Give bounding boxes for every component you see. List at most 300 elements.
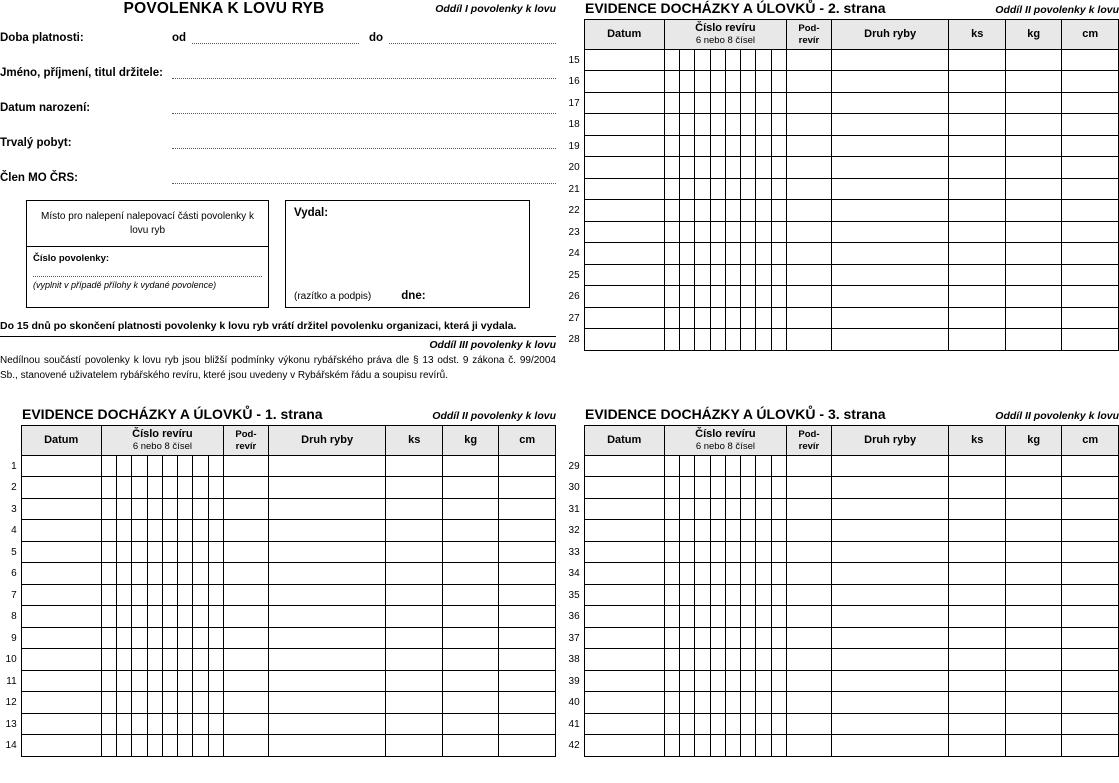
cell-cm[interactable]	[1062, 157, 1119, 179]
cell-revir-1[interactable]	[664, 71, 679, 93]
cell-date[interactable]	[584, 563, 664, 585]
cell-kg[interactable]	[442, 692, 498, 714]
cell-cm[interactable]	[1062, 477, 1119, 499]
cell-revir-4[interactable]	[710, 563, 725, 585]
cell-fish[interactable]	[268, 692, 386, 714]
cell-revir-5[interactable]	[162, 627, 177, 649]
cell-revir-5[interactable]	[725, 692, 740, 714]
cell-revir-1[interactable]	[664, 286, 679, 308]
cell-ks[interactable]	[949, 178, 1005, 200]
cell-cm[interactable]	[499, 713, 556, 735]
cell-revir-5[interactable]	[162, 498, 177, 520]
cell-ks[interactable]	[949, 329, 1005, 351]
cell-podrevir[interactable]	[787, 71, 832, 93]
cell-kg[interactable]	[1005, 49, 1061, 71]
table-row[interactable]	[0, 563, 556, 585]
cell-revir-7[interactable]	[193, 477, 208, 499]
cell-fish[interactable]	[268, 713, 386, 735]
cell-ks[interactable]	[949, 477, 1005, 499]
cell-revir-3[interactable]	[695, 713, 710, 735]
cell-revir-1[interactable]	[664, 243, 679, 265]
table-row[interactable]	[563, 477, 1119, 499]
cell-cm[interactable]	[1062, 200, 1119, 222]
cell-revir-7[interactable]	[193, 692, 208, 714]
cell-revir-7[interactable]	[756, 221, 771, 243]
cell-cm[interactable]	[1062, 584, 1119, 606]
cell-cm[interactable]	[499, 649, 556, 671]
cell-podrevir[interactable]	[787, 243, 832, 265]
cell-revir-6[interactable]	[741, 221, 756, 243]
cell-date[interactable]	[21, 670, 101, 692]
cell-fish[interactable]	[831, 713, 949, 735]
cell-revir-2[interactable]	[679, 692, 694, 714]
cell-revir-5[interactable]	[162, 477, 177, 499]
cell-podrevir[interactable]	[787, 200, 832, 222]
cell-kg[interactable]	[1005, 286, 1061, 308]
table-row[interactable]	[0, 735, 556, 757]
cell-podrevir[interactable]	[224, 541, 269, 563]
cell-cm[interactable]	[499, 477, 556, 499]
cell-revir-3[interactable]	[695, 286, 710, 308]
cell-revir-4[interactable]	[710, 477, 725, 499]
cell-revir-3[interactable]	[132, 498, 147, 520]
cell-revir-6[interactable]	[741, 114, 756, 136]
cell-revir-2[interactable]	[116, 627, 131, 649]
cell-fish[interactable]	[831, 541, 949, 563]
cell-revir-6[interactable]	[178, 670, 193, 692]
cell-revir-1[interactable]	[664, 455, 679, 477]
cell-fish[interactable]	[268, 563, 386, 585]
cell-revir-3[interactable]	[132, 477, 147, 499]
cell-revir-2[interactable]	[116, 606, 131, 628]
cell-revir-3[interactable]	[695, 477, 710, 499]
cell-kg[interactable]	[1005, 563, 1061, 585]
cell-ks[interactable]	[949, 520, 1005, 542]
cell-revir-5[interactable]	[725, 498, 740, 520]
table-row[interactable]	[0, 606, 556, 628]
cell-revir-8[interactable]	[771, 649, 786, 671]
cell-revir-5[interactable]	[725, 135, 740, 157]
cell-revir-7[interactable]	[193, 541, 208, 563]
cell-revir-6[interactable]	[741, 584, 756, 606]
cell-date[interactable]	[584, 692, 664, 714]
cell-cm[interactable]	[1062, 713, 1119, 735]
cell-revir-7[interactable]	[193, 606, 208, 628]
cell-ks[interactable]	[949, 649, 1005, 671]
cell-ks[interactable]	[949, 264, 1005, 286]
cell-fish[interactable]	[831, 157, 949, 179]
cell-revir-3[interactable]	[695, 563, 710, 585]
cell-revir-1[interactable]	[664, 735, 679, 757]
cell-revir-8[interactable]	[208, 606, 223, 628]
cell-revir-4[interactable]	[710, 92, 725, 114]
field-address-input[interactable]	[172, 136, 556, 149]
cell-kg[interactable]	[442, 498, 498, 520]
cell-revir-8[interactable]	[208, 455, 223, 477]
cell-kg[interactable]	[1005, 157, 1061, 179]
cell-revir-3[interactable]	[132, 670, 147, 692]
cell-revir-5[interactable]	[725, 264, 740, 286]
cell-revir-8[interactable]	[208, 692, 223, 714]
cell-revir-1[interactable]	[664, 329, 679, 351]
cell-ks[interactable]	[386, 498, 442, 520]
cell-revir-1[interactable]	[101, 670, 116, 692]
cell-kg[interactable]	[1005, 735, 1061, 757]
cell-ks[interactable]	[949, 606, 1005, 628]
cell-cm[interactable]	[499, 606, 556, 628]
cell-revir-2[interactable]	[679, 200, 694, 222]
cell-ks[interactable]	[386, 692, 442, 714]
cell-revir-5[interactable]	[162, 455, 177, 477]
cell-revir-1[interactable]	[664, 627, 679, 649]
cell-date[interactable]	[21, 692, 101, 714]
cell-revir-1[interactable]	[101, 692, 116, 714]
cell-date[interactable]	[584, 178, 664, 200]
cell-revir-7[interactable]	[756, 455, 771, 477]
cell-fish[interactable]	[831, 455, 949, 477]
cell-revir-3[interactable]	[132, 649, 147, 671]
cell-podrevir[interactable]	[787, 477, 832, 499]
cell-fish[interactable]	[831, 243, 949, 265]
cell-revir-2[interactable]	[679, 520, 694, 542]
cell-revir-2[interactable]	[679, 264, 694, 286]
table-row[interactable]	[563, 264, 1119, 286]
cell-revir-2[interactable]	[679, 584, 694, 606]
cell-revir-7[interactable]	[756, 563, 771, 585]
cell-revir-2[interactable]	[679, 135, 694, 157]
cell-revir-4[interactable]	[710, 71, 725, 93]
cell-revir-7[interactable]	[756, 157, 771, 179]
cell-revir-3[interactable]	[695, 735, 710, 757]
cell-revir-4[interactable]	[710, 243, 725, 265]
cell-revir-3[interactable]	[132, 520, 147, 542]
cell-revir-4[interactable]	[147, 584, 162, 606]
cell-fish[interactable]	[831, 692, 949, 714]
cell-cm[interactable]	[1062, 627, 1119, 649]
cell-cm[interactable]	[1062, 114, 1119, 136]
cell-date[interactable]	[584, 584, 664, 606]
cell-fish[interactable]	[831, 307, 949, 329]
cell-date[interactable]	[584, 243, 664, 265]
cell-kg[interactable]	[442, 606, 498, 628]
table-row[interactable]	[563, 307, 1119, 329]
table-row[interactable]	[563, 157, 1119, 179]
cell-revir-8[interactable]	[771, 200, 786, 222]
cell-revir-8[interactable]	[208, 627, 223, 649]
cell-revir-4[interactable]	[710, 692, 725, 714]
cell-revir-5[interactable]	[162, 735, 177, 757]
cell-date[interactable]	[584, 49, 664, 71]
cell-revir-7[interactable]	[756, 243, 771, 265]
cell-revir-5[interactable]	[725, 49, 740, 71]
cell-date[interactable]	[584, 735, 664, 757]
cell-ks[interactable]	[949, 735, 1005, 757]
cell-revir-1[interactable]	[664, 692, 679, 714]
cell-revir-8[interactable]	[208, 520, 223, 542]
cell-podrevir[interactable]	[787, 692, 832, 714]
cell-revir-7[interactable]	[756, 286, 771, 308]
cell-revir-3[interactable]	[695, 264, 710, 286]
cell-revir-6[interactable]	[178, 520, 193, 542]
cell-revir-8[interactable]	[771, 735, 786, 757]
cell-cm[interactable]	[1062, 49, 1119, 71]
cell-date[interactable]	[584, 477, 664, 499]
cell-revir-5[interactable]	[725, 455, 740, 477]
cell-ks[interactable]	[949, 135, 1005, 157]
cell-fish[interactable]	[831, 670, 949, 692]
cell-podrevir[interactable]	[224, 692, 269, 714]
cell-fish[interactable]	[831, 71, 949, 93]
cell-kg[interactable]	[1005, 307, 1061, 329]
cell-revir-2[interactable]	[116, 713, 131, 735]
cell-ks[interactable]	[949, 243, 1005, 265]
cell-cm[interactable]	[1062, 520, 1119, 542]
cell-podrevir[interactable]	[787, 286, 832, 308]
cell-revir-2[interactable]	[116, 649, 131, 671]
cell-fish[interactable]	[831, 135, 949, 157]
cell-kg[interactable]	[1005, 649, 1061, 671]
cell-revir-7[interactable]	[756, 627, 771, 649]
cell-revir-6[interactable]	[178, 627, 193, 649]
cell-podrevir[interactable]	[224, 498, 269, 520]
cell-revir-2[interactable]	[679, 221, 694, 243]
permit-number-input[interactable]	[33, 265, 262, 277]
cell-revir-5[interactable]	[725, 713, 740, 735]
table-row[interactable]	[563, 71, 1119, 93]
cell-revir-5[interactable]	[725, 92, 740, 114]
cell-cm[interactable]	[1062, 264, 1119, 286]
cell-cm[interactable]	[1062, 670, 1119, 692]
cell-cm[interactable]	[1062, 329, 1119, 351]
cell-revir-8[interactable]	[771, 135, 786, 157]
cell-fish[interactable]	[831, 200, 949, 222]
cell-cm[interactable]	[499, 455, 556, 477]
cell-revir-6[interactable]	[741, 627, 756, 649]
cell-fish[interactable]	[268, 735, 386, 757]
cell-cm[interactable]	[1062, 221, 1119, 243]
table-row[interactable]	[563, 178, 1119, 200]
cell-ks[interactable]	[949, 692, 1005, 714]
cell-date[interactable]	[584, 606, 664, 628]
cell-podrevir[interactable]	[787, 49, 832, 71]
cell-ks[interactable]	[949, 286, 1005, 308]
table-row[interactable]	[563, 606, 1119, 628]
cell-kg[interactable]	[1005, 71, 1061, 93]
cell-podrevir[interactable]	[787, 455, 832, 477]
cell-kg[interactable]	[1005, 606, 1061, 628]
cell-revir-2[interactable]	[679, 178, 694, 200]
cell-revir-1[interactable]	[664, 114, 679, 136]
cell-revir-3[interactable]	[132, 563, 147, 585]
cell-revir-4[interactable]	[147, 692, 162, 714]
cell-revir-7[interactable]	[193, 649, 208, 671]
cell-ks[interactable]	[949, 157, 1005, 179]
cell-revir-7[interactable]	[756, 606, 771, 628]
cell-podrevir[interactable]	[787, 584, 832, 606]
cell-ks[interactable]	[386, 455, 442, 477]
cell-revir-4[interactable]	[147, 477, 162, 499]
cell-revir-1[interactable]	[101, 498, 116, 520]
cell-revir-4[interactable]	[147, 520, 162, 542]
cell-fish[interactable]	[831, 264, 949, 286]
cell-revir-6[interactable]	[741, 49, 756, 71]
cell-kg[interactable]	[442, 584, 498, 606]
cell-kg[interactable]	[1005, 329, 1061, 351]
cell-revir-7[interactable]	[193, 520, 208, 542]
cell-revir-5[interactable]	[725, 735, 740, 757]
cell-podrevir[interactable]	[787, 178, 832, 200]
cell-revir-5[interactable]	[725, 221, 740, 243]
cell-revir-4[interactable]	[147, 627, 162, 649]
cell-date[interactable]	[584, 286, 664, 308]
cell-podrevir[interactable]	[787, 92, 832, 114]
cell-ks[interactable]	[949, 92, 1005, 114]
cell-date[interactable]	[584, 329, 664, 351]
cell-date[interactable]	[584, 200, 664, 222]
cell-revir-6[interactable]	[741, 71, 756, 93]
cell-kg[interactable]	[1005, 541, 1061, 563]
cell-revir-4[interactable]	[710, 735, 725, 757]
cell-revir-5[interactable]	[725, 584, 740, 606]
cell-revir-5[interactable]	[725, 307, 740, 329]
cell-cm[interactable]	[1062, 692, 1119, 714]
cell-revir-5[interactable]	[725, 114, 740, 136]
cell-revir-6[interactable]	[741, 649, 756, 671]
cell-revir-4[interactable]	[710, 627, 725, 649]
cell-date[interactable]	[21, 563, 101, 585]
cell-ks[interactable]	[386, 735, 442, 757]
cell-revir-7[interactable]	[193, 627, 208, 649]
cell-revir-3[interactable]	[695, 49, 710, 71]
cell-revir-8[interactable]	[771, 692, 786, 714]
cell-fish[interactable]	[831, 735, 949, 757]
cell-ks[interactable]	[949, 200, 1005, 222]
cell-cm[interactable]	[1062, 243, 1119, 265]
cell-revir-3[interactable]	[132, 455, 147, 477]
cell-revir-3[interactable]	[695, 498, 710, 520]
cell-ks[interactable]	[386, 670, 442, 692]
table-row[interactable]	[563, 563, 1119, 585]
cell-podrevir[interactable]	[224, 713, 269, 735]
cell-revir-6[interactable]	[741, 735, 756, 757]
table-row[interactable]	[0, 670, 556, 692]
cell-revir-2[interactable]	[679, 114, 694, 136]
cell-date[interactable]	[584, 157, 664, 179]
cell-revir-1[interactable]	[664, 584, 679, 606]
cell-fish[interactable]	[831, 477, 949, 499]
cell-revir-1[interactable]	[664, 92, 679, 114]
cell-ks[interactable]	[949, 221, 1005, 243]
cell-revir-1[interactable]	[101, 584, 116, 606]
cell-revir-7[interactable]	[756, 477, 771, 499]
cell-revir-1[interactable]	[664, 477, 679, 499]
cell-date[interactable]	[584, 71, 664, 93]
cell-date[interactable]	[21, 541, 101, 563]
cell-ks[interactable]	[949, 114, 1005, 136]
cell-revir-2[interactable]	[116, 692, 131, 714]
cell-cm[interactable]	[499, 563, 556, 585]
cell-revir-8[interactable]	[771, 221, 786, 243]
cell-revir-8[interactable]	[771, 92, 786, 114]
cell-cm[interactable]	[1062, 735, 1119, 757]
cell-ks[interactable]	[386, 563, 442, 585]
cell-podrevir[interactable]	[224, 584, 269, 606]
cell-revir-8[interactable]	[208, 670, 223, 692]
cell-revir-4[interactable]	[710, 178, 725, 200]
cell-revir-4[interactable]	[710, 670, 725, 692]
cell-revir-2[interactable]	[679, 477, 694, 499]
cell-fish[interactable]	[268, 584, 386, 606]
table-row[interactable]	[0, 584, 556, 606]
cell-revir-8[interactable]	[771, 477, 786, 499]
cell-revir-3[interactable]	[695, 329, 710, 351]
cell-revir-6[interactable]	[178, 735, 193, 757]
cell-kg[interactable]	[442, 541, 498, 563]
cell-fish[interactable]	[268, 477, 386, 499]
table-row[interactable]	[0, 627, 556, 649]
cell-revir-6[interactable]	[741, 329, 756, 351]
cell-revir-1[interactable]	[664, 264, 679, 286]
table-row[interactable]	[563, 221, 1119, 243]
cell-ks[interactable]	[386, 520, 442, 542]
cell-revir-5[interactable]	[162, 649, 177, 671]
cell-cm[interactable]	[499, 584, 556, 606]
table-row[interactable]	[563, 329, 1119, 351]
cell-revir-1[interactable]	[664, 157, 679, 179]
cell-revir-4[interactable]	[710, 157, 725, 179]
cell-revir-4[interactable]	[710, 329, 725, 351]
cell-fish[interactable]	[831, 520, 949, 542]
cell-revir-4[interactable]	[147, 563, 162, 585]
cell-cm[interactable]	[1062, 541, 1119, 563]
cell-revir-5[interactable]	[725, 649, 740, 671]
table-row[interactable]	[563, 498, 1119, 520]
cell-revir-4[interactable]	[147, 541, 162, 563]
cell-kg[interactable]	[1005, 200, 1061, 222]
table-row[interactable]	[0, 520, 556, 542]
cell-revir-3[interactable]	[695, 221, 710, 243]
cell-revir-8[interactable]	[208, 649, 223, 671]
cell-date[interactable]	[21, 735, 101, 757]
cell-revir-7[interactable]	[193, 713, 208, 735]
cell-revir-5[interactable]	[725, 627, 740, 649]
cell-revir-1[interactable]	[101, 477, 116, 499]
cell-revir-4[interactable]	[710, 649, 725, 671]
cell-revir-5[interactable]	[162, 584, 177, 606]
cell-revir-7[interactable]	[193, 670, 208, 692]
cell-revir-6[interactable]	[741, 307, 756, 329]
table-row[interactable]	[0, 541, 556, 563]
cell-revir-1[interactable]	[101, 606, 116, 628]
cell-revir-8[interactable]	[771, 498, 786, 520]
cell-fish[interactable]	[268, 670, 386, 692]
cell-date[interactable]	[21, 606, 101, 628]
cell-podrevir[interactable]	[787, 627, 832, 649]
cell-ks[interactable]	[949, 670, 1005, 692]
field-birthdate-input[interactable]	[172, 101, 556, 114]
cell-revir-3[interactable]	[132, 713, 147, 735]
cell-kg[interactable]	[1005, 520, 1061, 542]
cell-ks[interactable]	[386, 606, 442, 628]
cell-revir-2[interactable]	[679, 157, 694, 179]
cell-revir-5[interactable]	[162, 606, 177, 628]
cell-fish[interactable]	[831, 221, 949, 243]
cell-revir-1[interactable]	[101, 735, 116, 757]
cell-podrevir[interactable]	[787, 157, 832, 179]
cell-revir-4[interactable]	[710, 264, 725, 286]
cell-fish[interactable]	[831, 329, 949, 351]
cell-revir-4[interactable]	[710, 584, 725, 606]
